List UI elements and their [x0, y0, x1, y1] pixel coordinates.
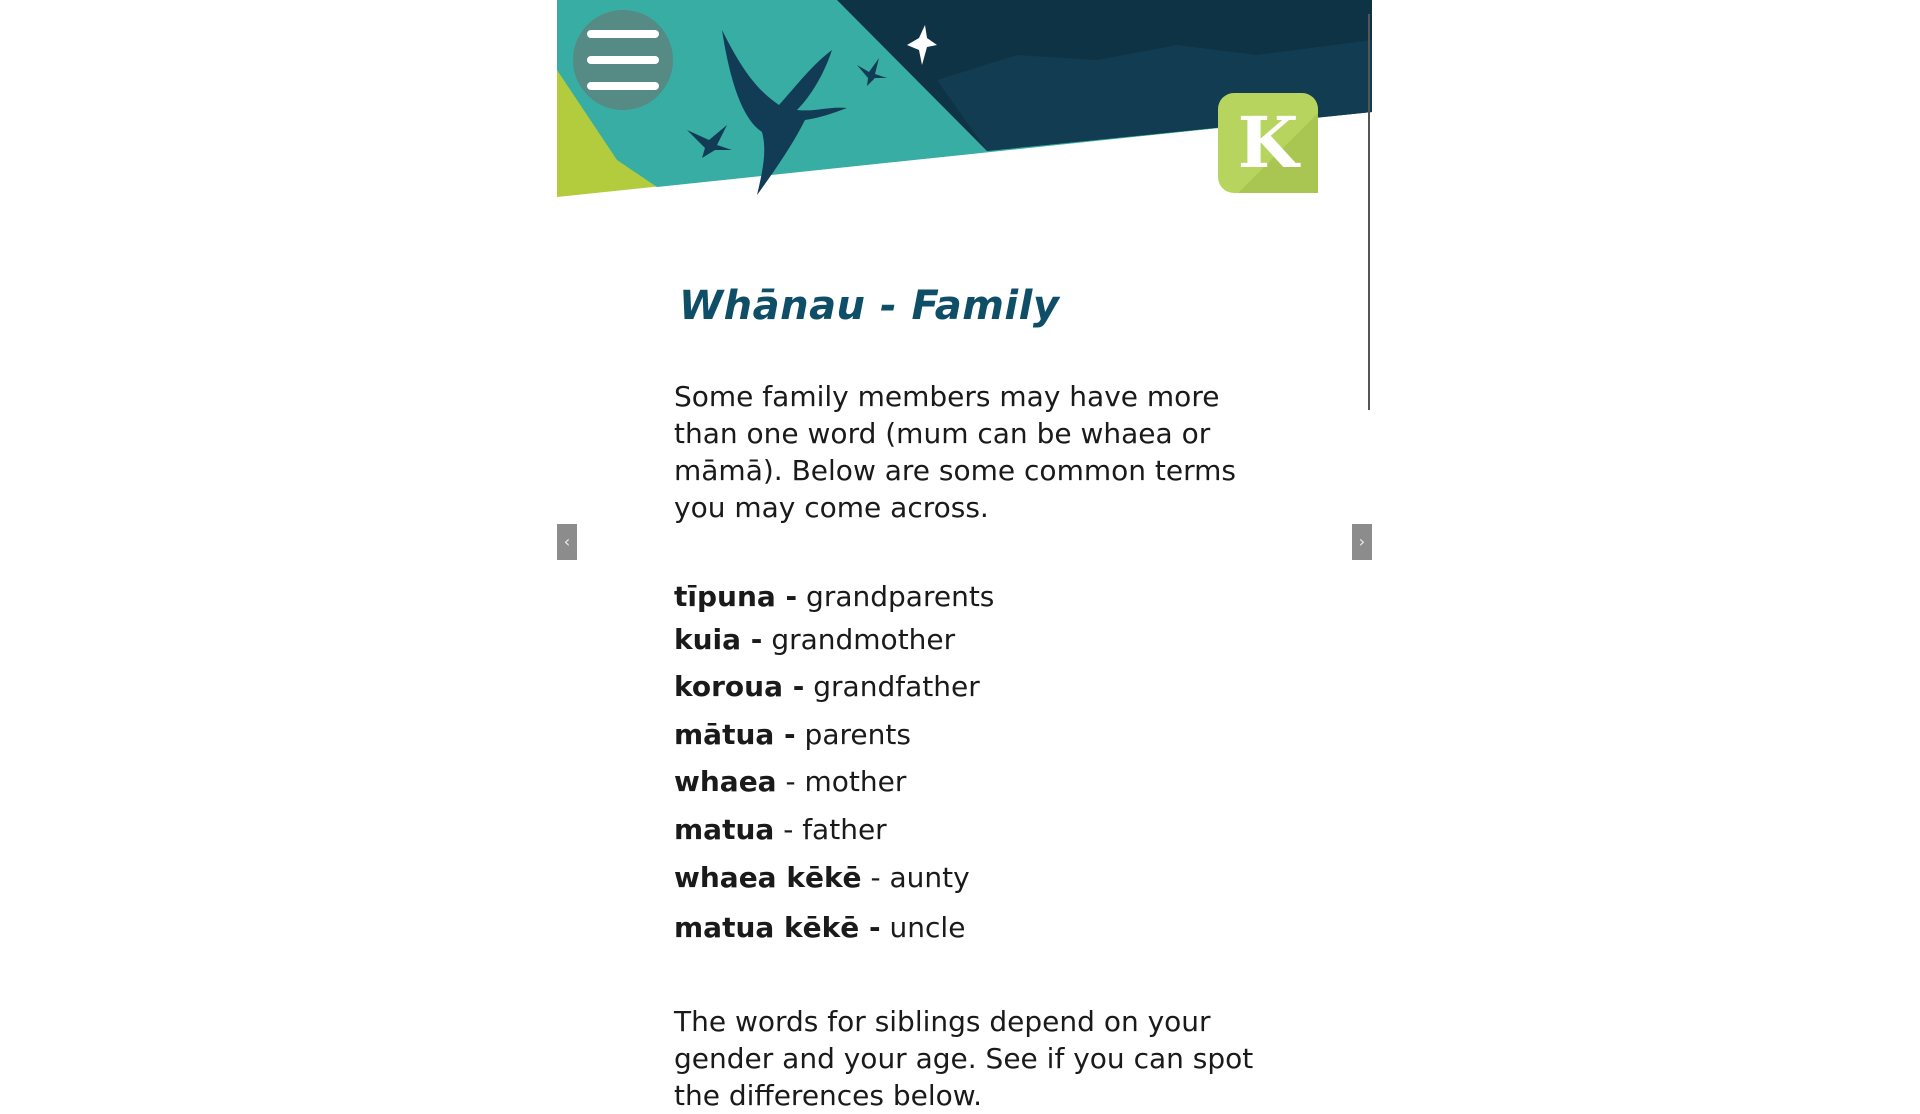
k-app-logo[interactable]: [1218, 93, 1318, 193]
term-word: koroua -: [674, 670, 805, 703]
page-title: Whānau - Family: [679, 283, 1060, 329]
term-item: [674, 911, 965, 944]
term-item: [674, 623, 955, 656]
term-item: [674, 718, 911, 751]
term-item: [674, 765, 906, 798]
term-meaning: parents: [795, 718, 911, 751]
term-meaning: - aunty: [861, 861, 970, 894]
term-word: matua kēkē -: [674, 911, 881, 944]
next-page-button[interactable]: ›: [1352, 524, 1372, 560]
hamburger-menu-icon-bar: [587, 82, 659, 90]
term-item: [674, 580, 994, 613]
term-meaning: grandparents: [797, 580, 995, 613]
term-word: mātua -: [674, 718, 796, 751]
hamburger-menu-icon: [587, 30, 659, 38]
term-item: [674, 670, 980, 703]
term-word: whaea kēkē: [674, 861, 862, 894]
term-item: [674, 861, 970, 894]
term-meaning: - father: [774, 813, 887, 846]
previous-page-button[interactable]: ‹: [557, 524, 577, 560]
term-word: matua: [674, 813, 775, 846]
term-meaning: grandfather: [804, 670, 980, 703]
term-word: tīpuna -: [674, 580, 798, 613]
hamburger-menu-icon-bar: [587, 56, 659, 64]
intro-paragraph: Some family members may have more than one word (mum can be whaea or māmā). Below are some common terms you may come across.: [674, 380, 1236, 524]
term-word: whaea: [674, 765, 777, 798]
term-meaning: uncle: [880, 911, 966, 944]
menu-button[interactable]: [573, 10, 673, 110]
content-page: [557, 0, 1372, 1112]
scrollbar-track[interactable]: [1368, 14, 1370, 410]
term-word: kuia -: [674, 623, 763, 656]
siblings-paragraph: The words for siblings depend on your gender and your age. See if you can spot the differences below.: [674, 1005, 1254, 1112]
term-meaning: - mother: [776, 765, 907, 798]
logo-letter: K: [1237, 101, 1299, 184]
term-item: [674, 813, 887, 846]
term-meaning: grandmother: [762, 623, 956, 656]
